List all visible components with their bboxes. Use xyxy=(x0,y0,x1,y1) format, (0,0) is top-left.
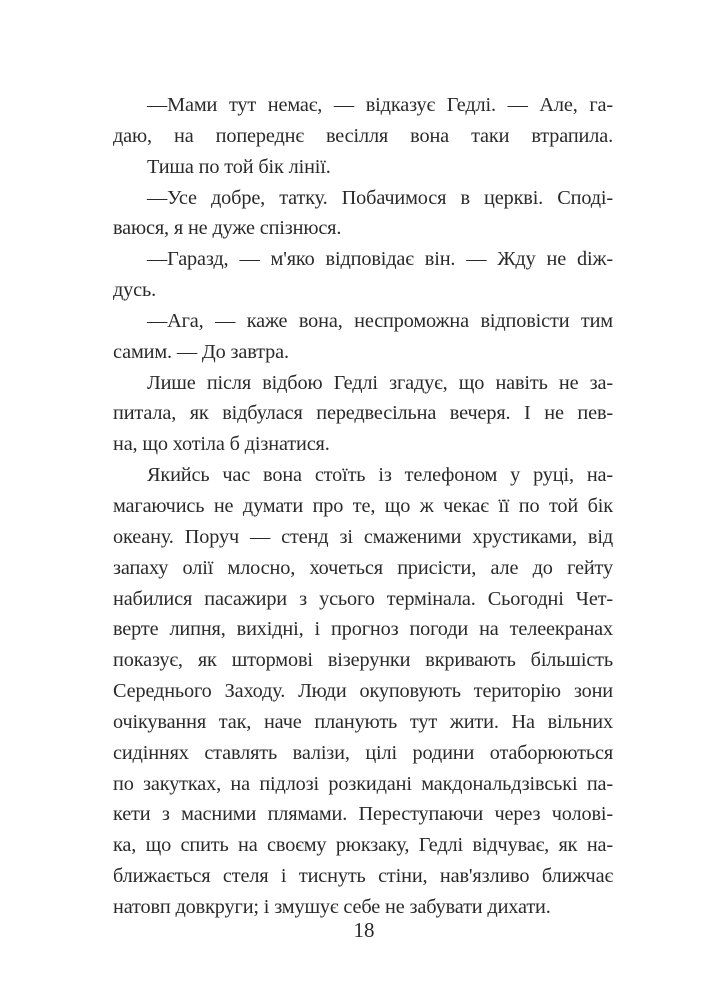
text-line: ваюся, я не дуже спізнюся. xyxy=(113,217,342,240)
text-line: —Мами тут немає, — відказує Гедлі. — Але, га- xyxy=(147,94,613,116)
text-line: океану. Поруч — стенд зі смаженими хрустиками, від xyxy=(113,525,613,548)
text-line: —Усе добре, татку. Побачимося в церкві. Сподi- xyxy=(147,186,613,209)
text-line: набилися пасажири з усього термінала. Сьогодні Чет- xyxy=(113,587,613,610)
body-text xyxy=(113,90,613,923)
text-line: Тиша по той бік лінії. xyxy=(147,155,331,178)
text-line: Лише після відбою Гедлі згадує, що навіть не за- xyxy=(147,371,613,394)
text-line: магаючись не думати про те, що ж чекає її по той бік xyxy=(113,494,613,517)
text-line: питала, як відбулася передвесільна вечеря. І не пев- xyxy=(113,402,613,425)
text-line: на, що хотіла б дізнатися. xyxy=(113,433,330,456)
text-line: запаху олії млосно, хочеться присісти, але до гейту xyxy=(113,556,613,579)
page-number: 18 xyxy=(353,918,375,942)
text-line: —Ага, — каже вона, неспроможна відповісти тим xyxy=(147,309,613,332)
text-line: показує, як штормові візерунки вкривають більшість xyxy=(113,649,613,672)
text-line: —Гаразд, — м'яко відповідає він. — Жду не diж- xyxy=(147,248,613,271)
text-line: ближається стеля і тиснуть стіни, нав'язливо ближчає xyxy=(113,865,613,888)
text-line: верте липня, вихідні, і прогноз погоди на телеекранах xyxy=(113,618,613,641)
text-line: дусь. xyxy=(113,279,157,302)
text-line: натовп довкруги; і змушує себе не забувати дихати. xyxy=(113,895,551,918)
text-line: ка, що спить на своєму рюкзаку, Гедлі відчуває, як на- xyxy=(113,834,613,857)
text-line: Середнього Заходу. Люди окуповують територію зони xyxy=(113,680,613,703)
text-line: кети з масними плямами. Переступаючи через чолові- xyxy=(113,803,613,826)
text-line: по закутках, на підлозі розкидані макдональдзівські па- xyxy=(113,772,613,795)
text-line: Якийсь час вона стоїть із телефоном у руці, на- xyxy=(147,464,613,487)
text-line: очікування так, наче планують тут жити. На вільних xyxy=(113,710,613,733)
text-line: сидіннях ставлять валізи, цілі родини отаборюються xyxy=(113,741,613,764)
text-line: самим. — До завтра. xyxy=(113,340,289,363)
text-line: даю, на попереднє весілля вона таки втрапила. xyxy=(113,124,613,147)
